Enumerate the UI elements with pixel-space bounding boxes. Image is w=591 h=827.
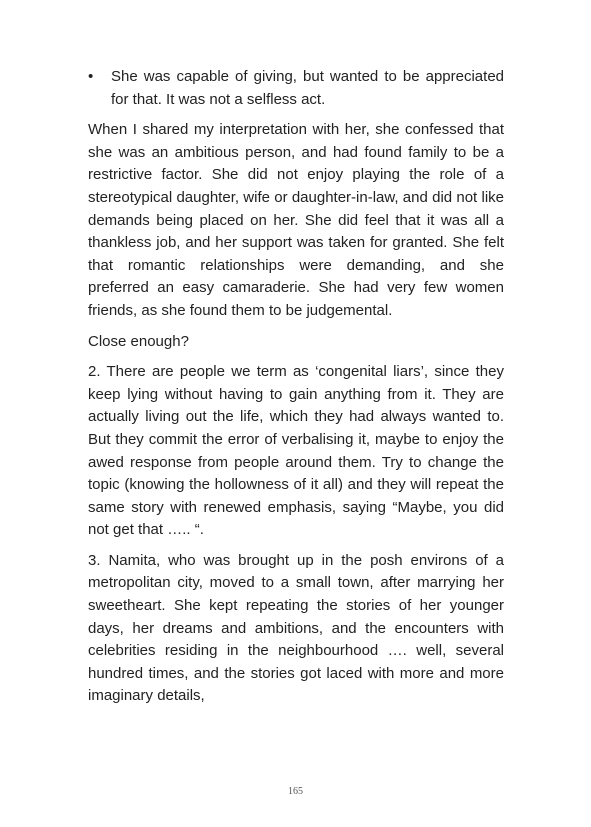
bullet-marker: • — [88, 68, 94, 85]
paragraph-congenital-liars: 2. There are people we term as ‘congenital liars’, since they keep lying without having to gain anything from it. They are actually living out the life, which they had always wanted to. But they commit the error of verbalising it, maybe to enjoy the awed response from people around them. Try to change the topic (knowing the hollowness of it all) and they will repeat the same story with renewed emphasis, saying “Maybe, you did not get that ….. “. — [88, 363, 504, 539]
paragraph-interpretation: When I shared my interpretation with her, she confessed that she was an ambitious person, and had found family to be a restrictive factor. She did not enjoy playing the role of a stereotypical daughter, wife or daughter-in-law, and did not like demands being placed on her. She did feel that it was all a thankless job, and her support was taken for granted. She felt that romantic relationships were demanding, and she preferred an easy camaraderie. She had very few women friends, as she found them to be judgemental. — [88, 121, 504, 319]
paragraph-close-enough: Close enough? — [88, 332, 189, 350]
page-number: 165 — [288, 786, 303, 797]
bullet-item — [88, 66, 504, 111]
paragraph-namita: 3. Namita, who was brought up in the posh environs of a metropolitan city, moved to a small town, after marrying her sweetheart. She kept repeating the stories of her younger days, her dreams and ambitions, and the encounters with celebrities residing in the neighbourhood …. well, several hundred times, and the stories got laced with more and more imaginary details, — [88, 551, 504, 705]
bullet-text: She was capable of giving, but wanted to be appreciated for that. It was not a selfless act. — [111, 68, 504, 108]
page-content — [88, 66, 504, 716]
